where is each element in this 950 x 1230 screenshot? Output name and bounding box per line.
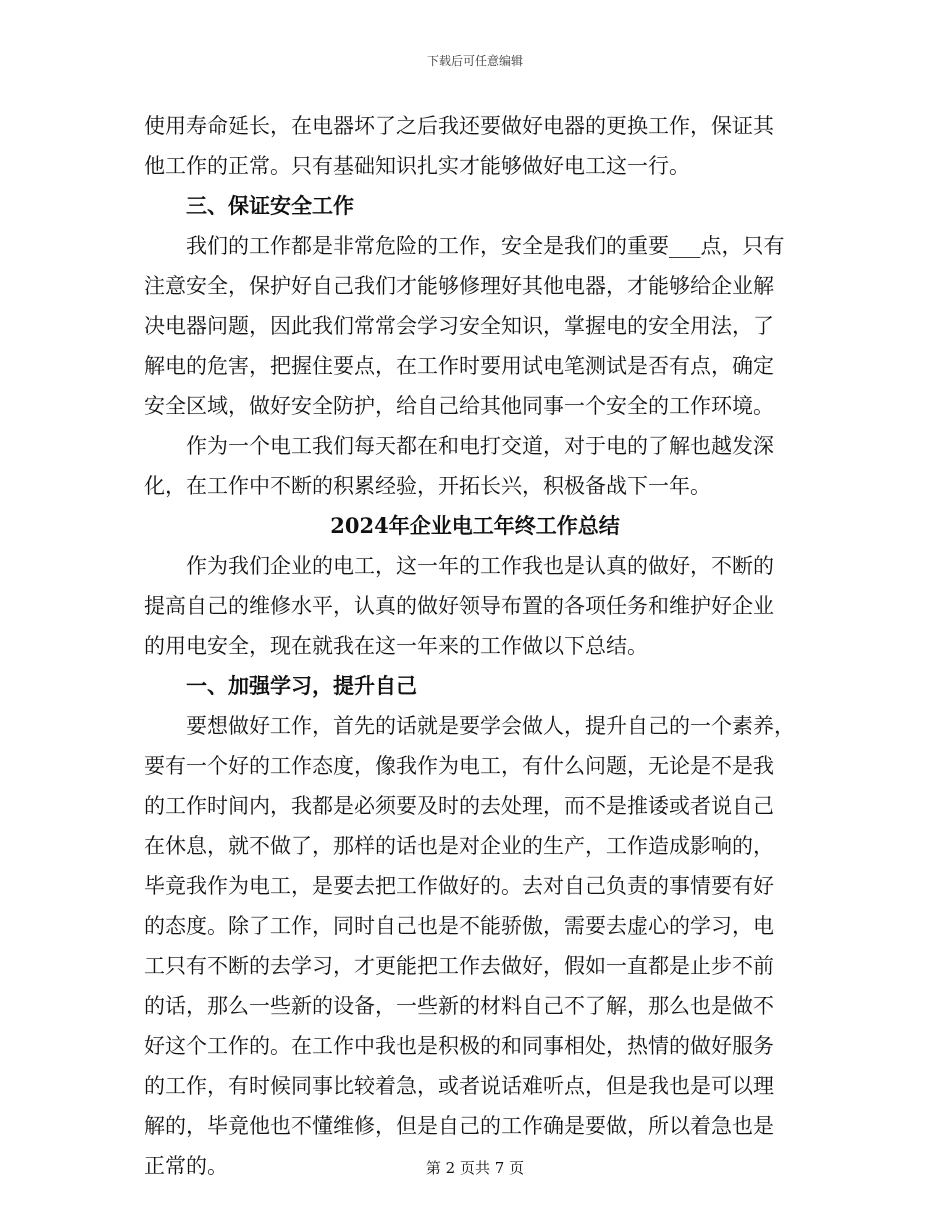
paragraph-line: 化，在工作中不断的积累经验，开拓长兴，积极备战下一年。 [144, 474, 711, 498]
paragraph-line: 好这个工作的。在工作中我也是积极的和同事相处，热情的做好服务 [144, 1034, 774, 1058]
paragraph-line: 的工作，有时候同事比较着急，或者说话难听点，但是我也是可以理 [144, 1074, 774, 1098]
paragraph-line: 的话，那么一些新的设备，一些新的材料自己不了解，那么也是做不 [144, 994, 774, 1018]
section-heading: 三、保证安全工作 [186, 193, 354, 218]
document-body [144, 106, 806, 1186]
paragraph-line: 解电的危害，把握住要点，在工作时要用试电笔测试是否有点，确定 [144, 354, 774, 378]
paragraph-line: 工只有不断的去学习，才更能把工作去做好，假如一直都是止步不前 [144, 954, 774, 978]
paragraph-line: 作为我们企业的电工，这一年的工作我也是认真的做好，不断的 [186, 554, 774, 578]
paragraph-line: 决电器问题，因此我们常常会学习安全知识，掌握电的安全用法，了 [144, 314, 774, 338]
paragraph-line: 安全区域，做好安全防护，给自己给其他同事一个安全的工作环境。 [144, 394, 774, 418]
paragraph-line: 作为一个电工我们每天都在和电打交道，对于电的了解也越发深 [186, 434, 774, 458]
paragraph-line: 毕竟我作为电工，是要去把工作做好的。去对自己负责的事情要有好 [144, 874, 774, 898]
paragraph-line: 注意安全，保护好自己我们才能够修理好其他电器，才能够给企业解 [144, 274, 774, 298]
paragraph-line: 的工作时间内，我都是必须要及时的去处理，而不是推诿或者说自己 [144, 794, 774, 818]
paragraph-line: 使用寿命延长，在电器坏了之后我还要做好电器的更换工作，保证其 [144, 114, 774, 138]
paragraph-line: 要有一个好的工作态度，像我作为电工，有什么问题，无论是不是我 [144, 754, 774, 778]
document-title: 2024年企业电工年终工作总结 [330, 513, 620, 538]
paragraph-line: 的用电安全，现在就我在这一年来的工作做以下总结。 [144, 634, 648, 658]
page-footer: 第 2 页共 7 页 [425, 1159, 525, 1177]
page-header: 下载后可任意编辑 [426, 54, 523, 68]
paragraph-line: 他工作的正常。只有基础知识扎实才能够做好电工这一行。 [144, 154, 690, 178]
paragraph-line: 我们的工作都是非常危险的工作，安全是我们的重要___点，只有 [186, 234, 785, 258]
paragraph-line: 提高自己的维修水平，认真的做好领导布置的各项任务和维护好企业 [144, 594, 774, 618]
paragraph-line: 解的，毕竟他也不懂维修，但是自己的工作确是要做，所以着急也是 [144, 1114, 774, 1138]
section-heading: 一、加强学习，提升自己 [186, 673, 417, 698]
paragraph-line: 正常的。 [144, 1154, 228, 1178]
paragraph-line: 在休息，就不做了，那样的话也是对企业的生产，工作造成影响的， [144, 834, 774, 858]
paragraph-line: 要想做好工作，首先的话就是要学会做人，提升自己的一个素养， [186, 714, 795, 738]
paragraph-line: 的态度。除了工作，同时自己也是不能骄傲，需要去虚心的学习，电 [144, 914, 774, 938]
